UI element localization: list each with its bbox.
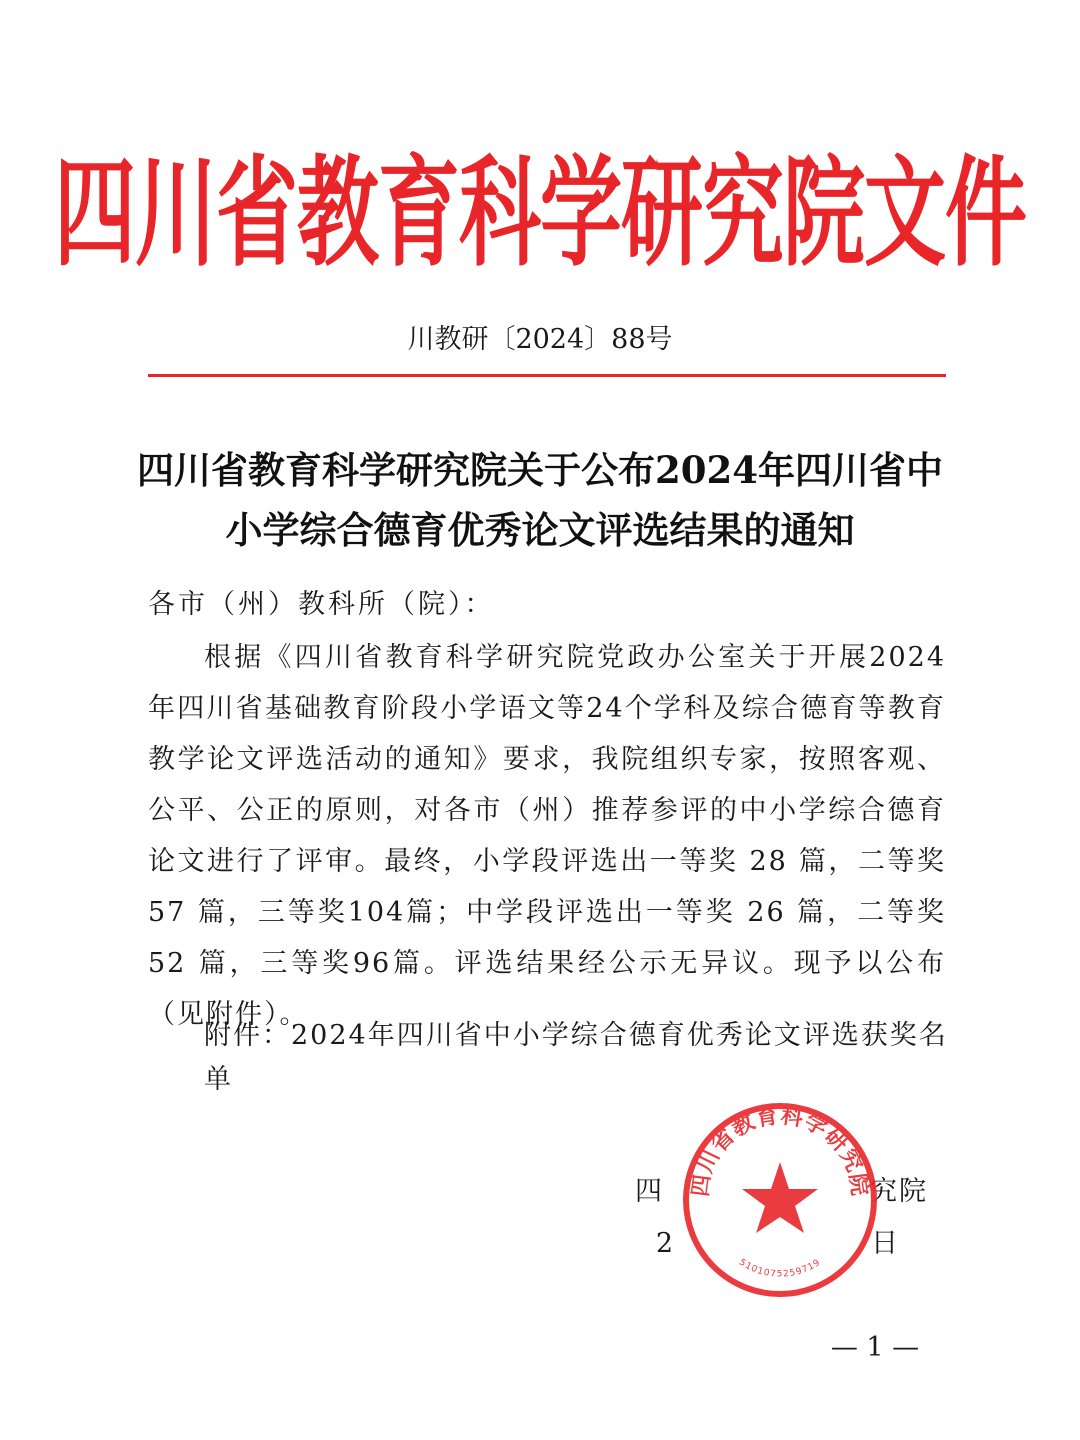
seal-star-icon [742, 1162, 818, 1233]
seal-text: 四川省教育科学研究院 [688, 1103, 872, 1199]
signature-org-left: 四 [635, 1176, 664, 1207]
notice-title: 四川省教育科学研究院关于公布2024年四川省中小学综合德育优秀论文评选结果的通知 [137, 448, 943, 552]
seal-code: 5101075259719 [737, 1257, 823, 1280]
red-divider-line [148, 374, 946, 377]
salutation: 各市（州）教科所（院）： [148, 589, 495, 620]
signature-date-left: 2 [655, 1228, 675, 1259]
signature-date-right: 日 [871, 1228, 900, 1259]
signature-org-right: 究院 [870, 1176, 928, 1207]
document-number: 川教研〔2024〕88号 [407, 324, 673, 355]
attachment-line: 附件：2024年四川省中小学综合德育优秀论文评选获奖名单 [204, 1020, 948, 1095]
official-seal-stamp [680, 1100, 880, 1300]
document-masthead: 四川省教育科学研究院文件 [53, 145, 1026, 284]
page-number: — 1 — [830, 1332, 920, 1363]
body-paragraph: 根据《四川省教育科学研究院党政办公室关于开展2024年四川省基础教育阶段小学语文等24个学科及综合德育等教育教学论文评选活动的通知》要求，我院组织专家，按照客观、公平、公正的原则，对各市（州）推荐参评的中小学综合德育论文进行了评审。最终，小学段评选出一等奖 28 篇，二等奖57 篇，三等奖104篇；中学段评选出一等奖 26 篇，二等奖 52 篇，三等奖96篇。评选结果经公示无异议。现予以公布（见附件）。 [148, 642, 946, 1030]
